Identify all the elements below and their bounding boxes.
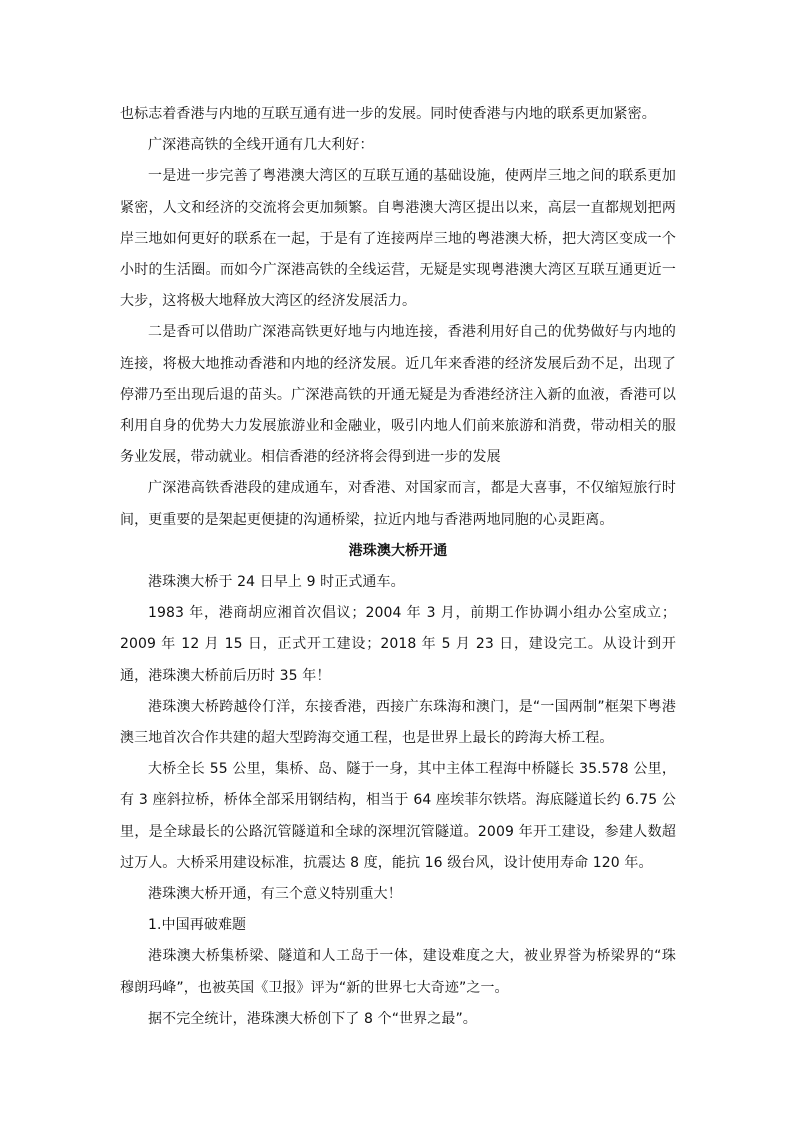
paragraph-significance-intro: 港珠澳大桥开通，有三个意义特别重大！: [148, 886, 402, 903]
paragraph-timeline: 1983 年，港商胡应湘首次倡议；2004 年 3 月，前期工作协调小组办公室成立；2009 年 12 月 15 日，正式开工建设；2018 年 5 月 23 日，建设完工。从设计到开通，港珠澳大桥前后历时 35 年！: [120, 605, 676, 684]
paragraph-location: 港珠澳大桥跨越伶仃洋，东接香港，西接广东珠海和澳门，是“一国两制”框架下粤港澳三地首次合作共建的超大型跨海交通工程，也是世界上最长的跨海大桥工程。: [120, 698, 676, 747]
paragraph-benefit-one: 一是进一步完善了粤港澳大湾区的互联互通的基础设施，使两岸三地之间的联系更加紧密，人文和经济的交流将会更加频繁。自粤港澳大湾区提出以来，高层一直都规划把两岸三地如何更好的联系在一起，于是有了连接两岸三地的粤港澳大桥，把大湾区变成一个小时的生活圈。而如今广深港高铁的全线运营，无疑是实现粤港澳大湾区互联互通更近一大步，这将极大地释放大湾区的经济发展活力。: [120, 168, 676, 310]
list-item-heading-1: 1.中国再破难题: [148, 917, 247, 934]
paragraph-continuation: 也标志着香港与内地的互联互通有进一步的发展。同时使香港与内地的联系更加紧密。: [120, 106, 656, 122]
paragraph-benefits-intro: 广深港高铁的全线开通有几大利好：: [148, 137, 374, 154]
paragraph-world-records: 据不完全统计，港珠澳大桥创下了 8 个“世界之最”。: [148, 1010, 477, 1027]
paragraph-hk-section-summary: 广深港高铁香港段的建成通车，对香港、对国家而言，都是大喜事，不仅缩短旅行时间，更重要的是架起更便捷的沟通桥梁，拉近内地与香港两地同胞的心灵距离。: [120, 480, 676, 528]
paragraph-benefit-two: 二是香可以借助广深港高铁更好地与内地连接，香港利用好自己的优势做好与内地的连接，将极大地推动香港和内地的经济发展。近几年来香港的经济发展后劲不足，出现了停滞乃至出现后退的苗头。广深港高铁的开通无疑是为香港经济注入新的血液，香港可以利用自身的优势大力发展旅游业和金融业，吸引内地人们前来旅游和消费，带动相关的服务业发展，带动就业。相信香港的经济将会得到进一步的发展: [120, 324, 676, 466]
document-page: [120, 99, 676, 1035]
paragraph-specs: 大桥全长 55 公里，集桥、岛、隧于一身，其中主体工程海中桥隧长 35.578 公里，有 3 座斜拉桥，桥体全部采用钢结构，相当于 64 座埃菲尔铁塔。海底隧道长约 6.75 公里，是全球最长的公路沉管隧道和全球的深埋沉管隧道。2009 年开工建设，参建人数超过万人。大桥采用建设标准，抗震达 8 度，能抗 16 级台风，设计使用寿命 120 年。: [120, 761, 676, 871]
paragraph-difficulty: 港珠澳大桥集桥梁、隧道和人工岛于一体，建设难度之大，被业界誉为桥梁界的“珠穆朗玛峰”，也被英国《卫报》评为“新的世界七大奇迹”之一。: [120, 948, 676, 996]
paragraph-opening-date: 港珠澳大桥于 24 日早上 9 时正式通车。: [148, 574, 405, 591]
section-title: 港珠澳大桥开通: [348, 542, 448, 559]
